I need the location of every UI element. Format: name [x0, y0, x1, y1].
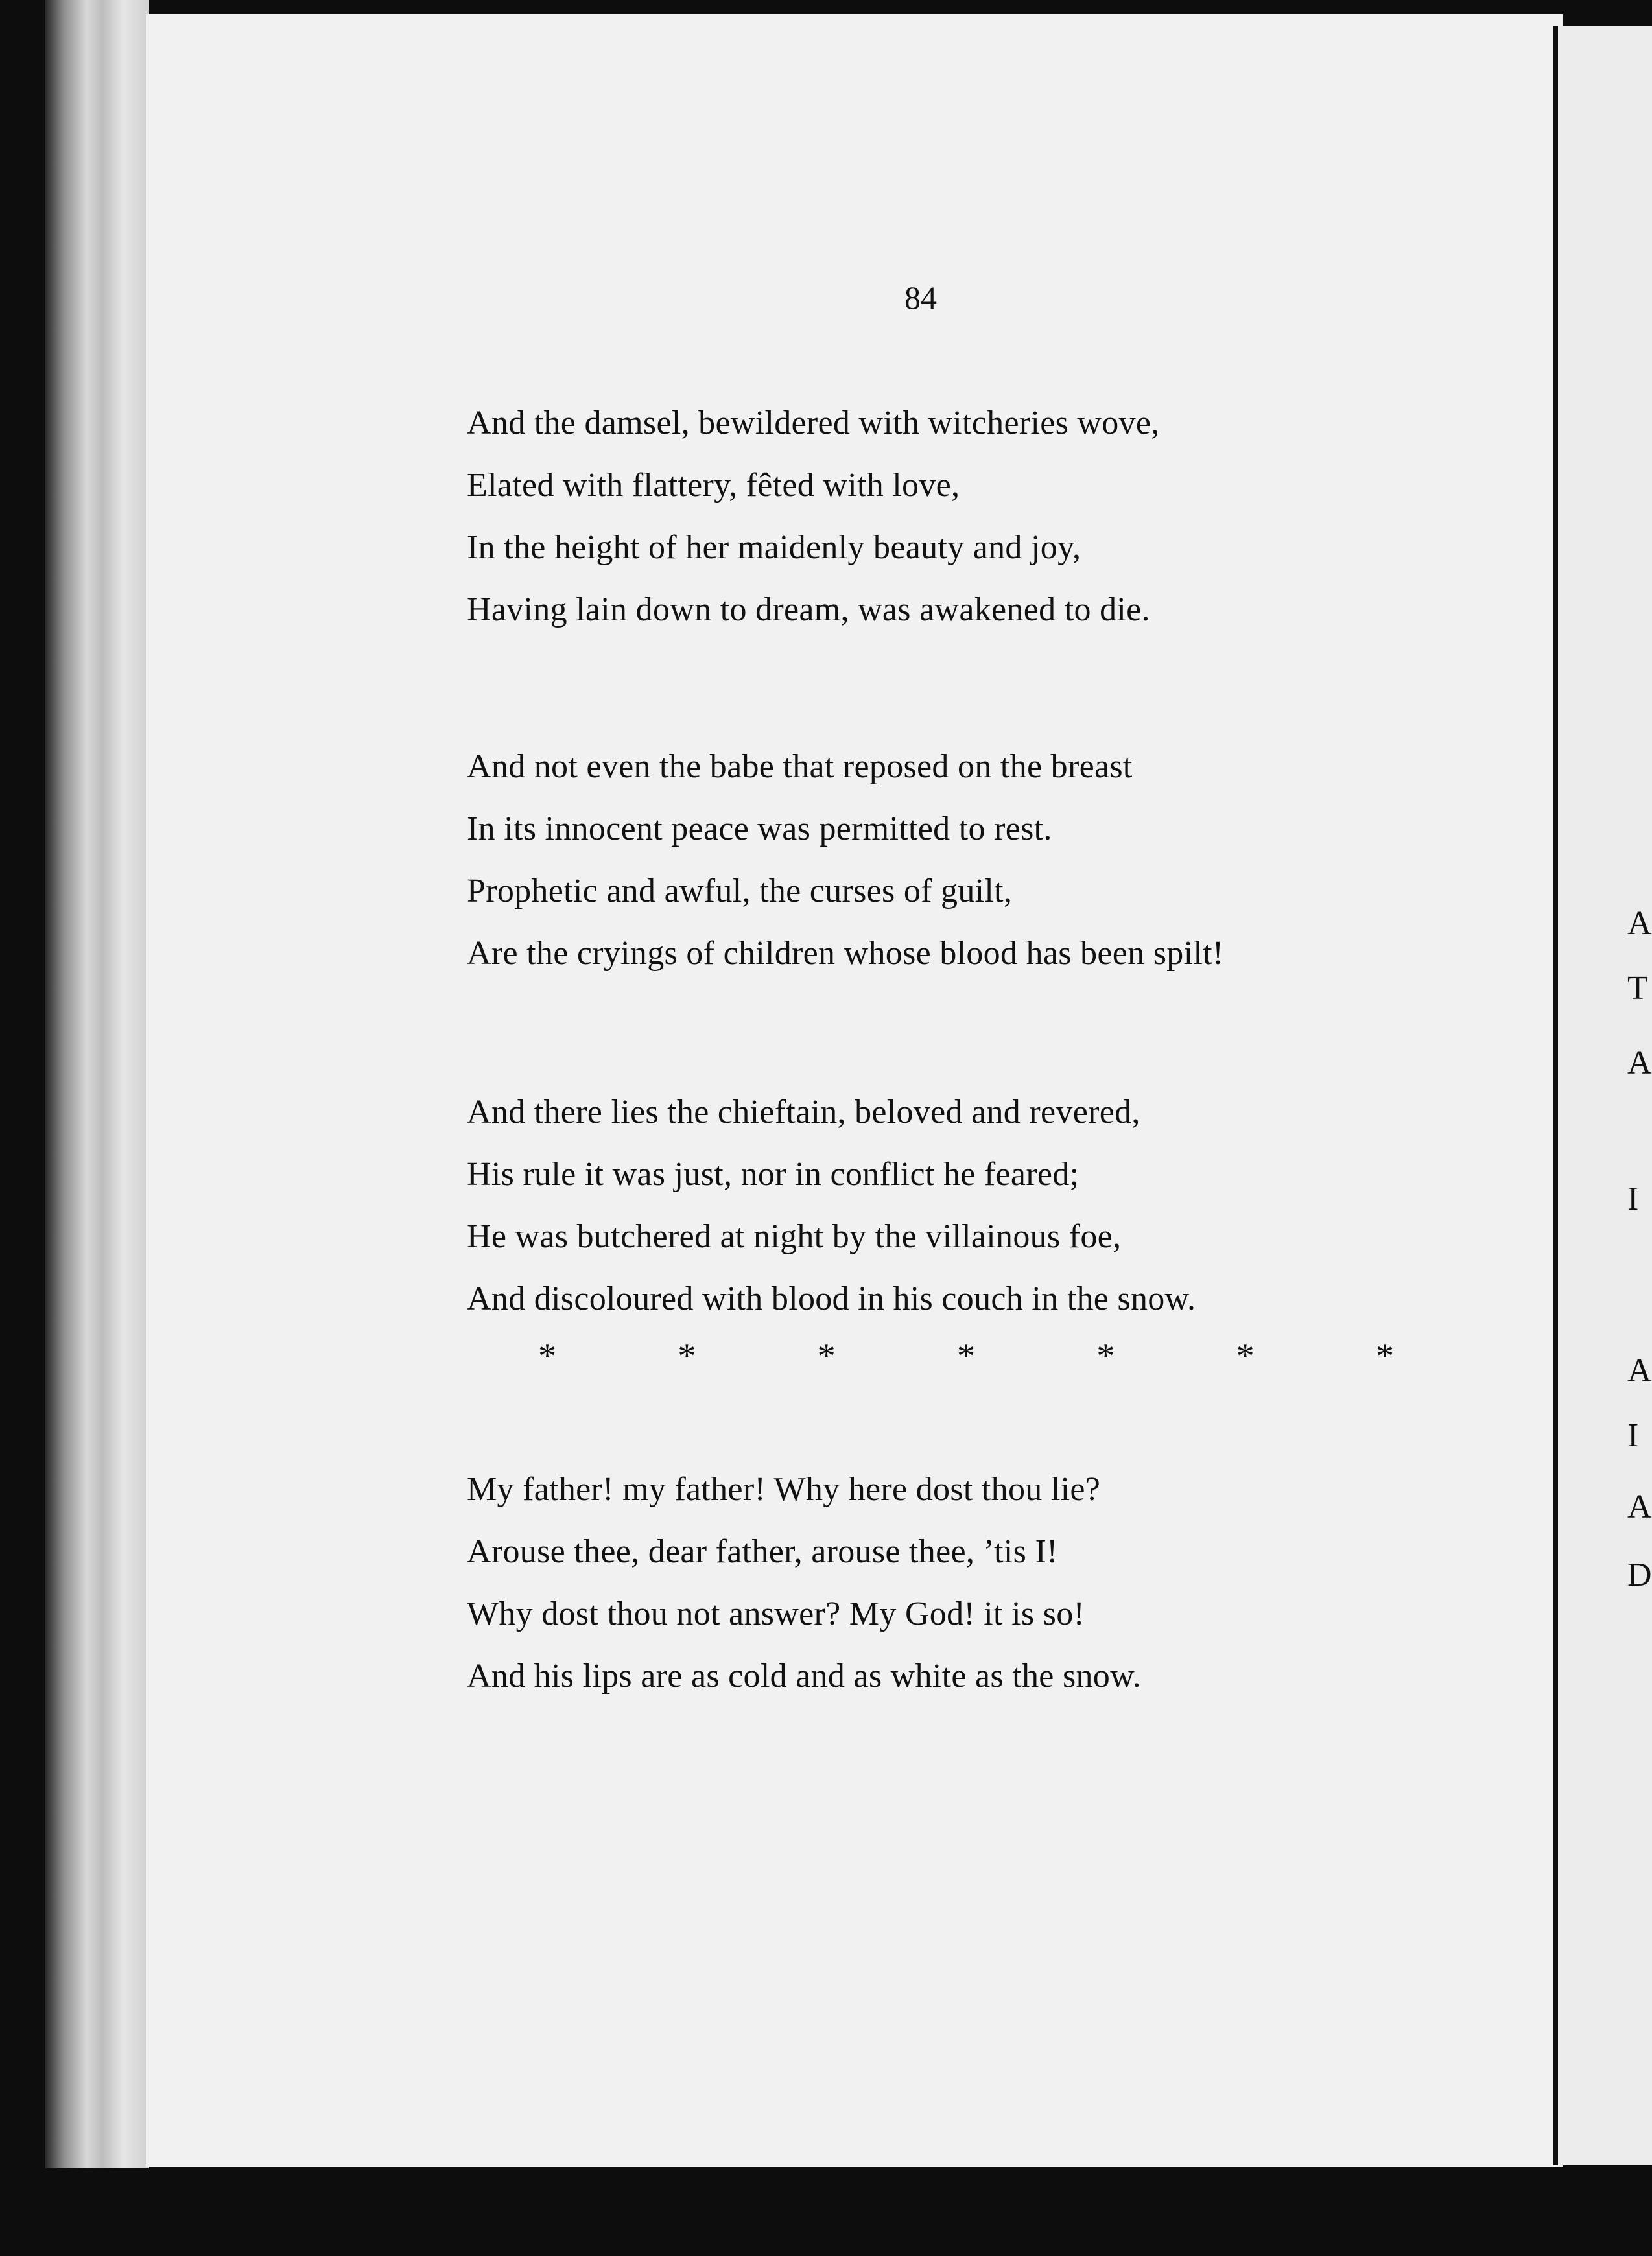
poem-line: And the damsel, bewildered with witcheries wove, [467, 405, 1160, 441]
poem-line: Having lain down to dream, was awakened to die. [467, 591, 1150, 628]
stanza-4 [467, 1459, 1141, 1708]
stanza-3 [467, 1081, 1196, 1330]
page-number: 84 [904, 279, 937, 316]
poem-line: His rule it was just, nor in conflict he feared; [467, 1156, 1080, 1193]
asterisk: * [956, 1336, 975, 1376]
asterisk: * [1375, 1336, 1394, 1376]
page-gutter-rule [1553, 26, 1558, 2165]
asterisk-divider [538, 1335, 1394, 1377]
poem-line: And not even the babe that reposed on the breast [467, 748, 1133, 785]
asterisk: * [538, 1336, 556, 1376]
poem-line: Prophetic and awful, the curses of guilt, [467, 873, 1013, 910]
poem-line: And there lies the chieftain, beloved and revered, [467, 1094, 1140, 1131]
poem-line: In its innocent peace was permitted to rest. [467, 810, 1052, 847]
poem-line: Arouse thee, dear father, arouse thee, ’tis I! [467, 1533, 1058, 1570]
book-page-edges [45, 0, 149, 2168]
poem-line: And discoloured with blood in his couch in the snow. [467, 1280, 1196, 1317]
stanza-1 [467, 392, 1160, 641]
asterisk: * [1096, 1336, 1115, 1376]
poem-line: He was butchered at night by the villainous foe, [467, 1218, 1122, 1255]
stanza-2 [467, 736, 1223, 985]
poem-line: Are the cryings of children whose blood has been spilt! [467, 935, 1224, 972]
poem-line: My father! my father! Why here dost thou lie? [467, 1471, 1101, 1508]
scan-bottom-border [0, 2168, 1652, 2256]
asterisk: * [1236, 1336, 1255, 1376]
poem-line: In the height of her maidenly beauty and joy, [467, 529, 1081, 566]
asterisk: * [678, 1336, 696, 1376]
poem-line: And his lips are as cold and as white as the snow. [467, 1658, 1141, 1695]
asterisk: * [817, 1336, 836, 1376]
poem-line: Elated with flattery, fêted with love, [467, 467, 960, 504]
poem-line: Why dost thou not answer? My God! it is so! [467, 1595, 1085, 1632]
facing-page [1553, 26, 1652, 2165]
